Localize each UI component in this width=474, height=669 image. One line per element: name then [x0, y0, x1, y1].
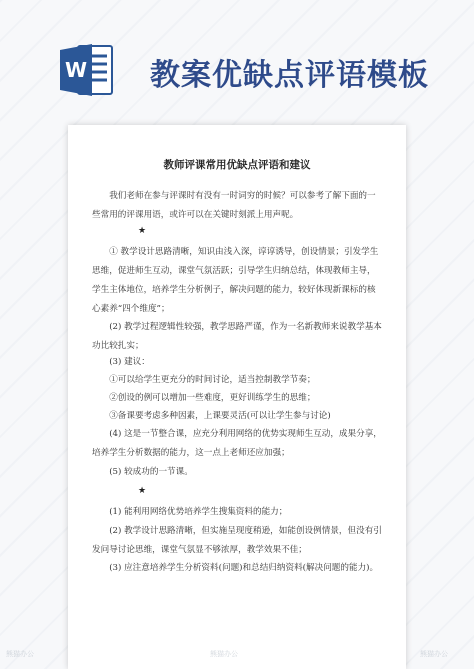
word-document-icon: [58, 40, 116, 100]
header-banner: [0, 0, 474, 118]
list-item: (3) 建议：: [109, 357, 150, 367]
list-item: ③备课要考虑多种因素，上课要灵活(可以让学生参与讨论): [109, 411, 331, 421]
list-item: ①可以给学生更充分的时间讨论，适当控制教学节奏；: [109, 375, 316, 385]
star-marker: ★: [138, 226, 147, 236]
watermark: 熊猫办公: [6, 650, 34, 658]
list-item: ① 教学设计思路清晰，知识由浅入深，谆谆诱导，创设情景；引发学生思维，促进师生互动，课堂气氛活跃；引导学生归纳总结，体现教师主导，学生主体地位，培养学生分析例子，解决问题的能力，较好体现新课标的核心素养“四个维度”；: [92, 247, 379, 314]
list-item: (3) 应注意培养学生分析资料(问题)和总结归纳资料(解决问题的能力)。: [109, 563, 379, 573]
list-item: (2) 教学过程逻辑性较强，教学思路严谨，作为一名新教师来说教学基本功比较扎实；: [92, 322, 382, 351]
list-item: (5) 较成功的一节课。: [109, 467, 193, 477]
page-title: 教案优缺点评语模板: [150, 58, 429, 93]
watermark: 熊猫办公: [420, 650, 448, 658]
list-item: (2) 教学设计思路清晰，但实施呈现度稍逊，如能创设例情景，但没有引发问导讨论思维，课堂气氛显不够浓厚，教学效果不佳；: [92, 526, 382, 555]
svg-text:W: W: [64, 58, 88, 82]
intro-paragraph: 我们老师在参与评课时有没有一时词穷的时候？可以参考了解下面的一些常用的评课用语，或许可以在关键时刻派上用声呢。: [92, 191, 376, 220]
list-item: (1) 能利用网络优势培养学生搜集资料的能力；: [109, 507, 288, 517]
document-title: 教师评课常用优缺点评语和建议: [163, 159, 311, 171]
watermark: 熊猫办公: [210, 650, 238, 658]
list-item: (4) 这是一节整合课，应充分利用网络的优势实现师生互动，成果分享，培养学生分析数据的能力，这一点上老师还应加强；: [92, 429, 382, 458]
star-marker: ★: [138, 486, 147, 496]
document-page: [68, 125, 406, 669]
list-item: ②创设的例可以增加一些难度，更好训练学生的思维；: [109, 393, 316, 403]
